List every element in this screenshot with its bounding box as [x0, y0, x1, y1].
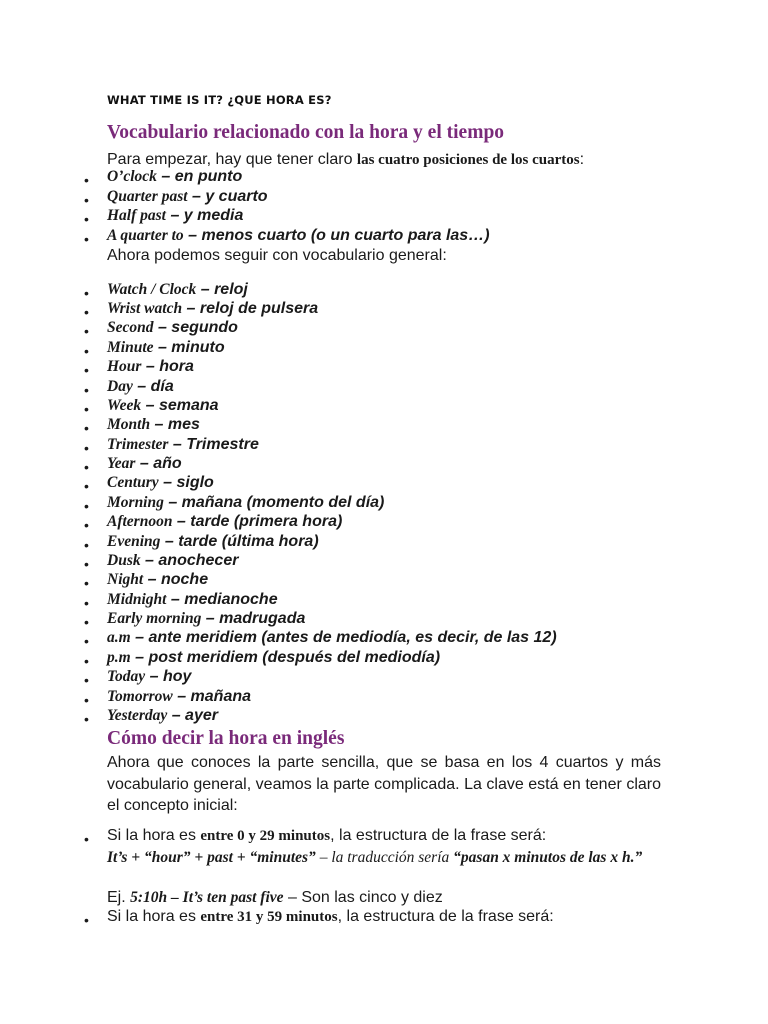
vocab-definition: – tarde (primera hora)	[172, 513, 343, 530]
vocab-term: Tomorrow	[107, 688, 173, 705]
bullet-icon: •	[84, 323, 89, 339]
vocab-term: Afternoon	[107, 513, 173, 530]
vocab-definition: – ante meridiem (antes de mediodía, es decir, de las 12)	[130, 629, 557, 646]
vocab-term: Today	[107, 668, 146, 685]
vocab-term: Watch / Clock	[107, 281, 197, 298]
vocab-definition: – reloj	[196, 281, 248, 298]
vocab-term: A quarter to	[107, 227, 184, 244]
bullet-icon: •	[84, 653, 89, 669]
vocab-term: Evening	[107, 533, 161, 550]
formula-line	[107, 848, 663, 867]
vocab-definition: – y media	[166, 207, 244, 224]
bullet-icon: •	[84, 831, 89, 847]
section-heading-how-to-tell-time: Cómo decir la hora en inglés	[107, 728, 345, 749]
general-intro: Ahora podemos seguir con vocabulario general:	[107, 247, 447, 264]
vocab-term: Early morning	[107, 610, 202, 627]
example-pre: Ej.	[107, 889, 131, 906]
vocab-term: Night	[107, 571, 144, 588]
vocab-term: a.m	[107, 629, 131, 646]
intro-bold: las cuatro posiciones de los cuartos	[356, 152, 580, 168]
vocab-definition: – madrugada	[201, 610, 306, 627]
vocab-definition: – Trimestre	[168, 436, 259, 453]
vocab-definition: – siglo	[158, 474, 214, 491]
vocab-term: Century	[107, 474, 159, 491]
explanation-paragraph: Ahora que conoces la parte sencilla, que se basa en los 4 cuartos y más vocabulario general, veamos la parte complicada. La clave está en tener claro el concepto inicial:	[107, 754, 661, 814]
example-post: – Son las cinco y diez	[283, 889, 443, 906]
formula-structure: It’s + “hour” + past + “minutes”	[107, 849, 316, 866]
intro-end: :	[579, 151, 585, 168]
rule-pre: Si la hora es	[107, 827, 201, 844]
vocab-term: Quarter past	[107, 188, 188, 205]
example-bold: 5:10h – It’s ten past five	[130, 889, 284, 906]
intro-text: Para empezar, hay que tener claro	[107, 151, 357, 168]
vocab-term: Minute	[107, 339, 154, 356]
vocab-definition: – tarde (última hora)	[160, 533, 319, 550]
vocab-definition: – en punto	[156, 168, 243, 185]
vocab-term: Hour	[107, 358, 142, 375]
bullet-icon: •	[84, 711, 89, 727]
vocab-term: O’clock	[107, 168, 157, 185]
document-title: WHAT TIME IS IT? ¿QUE HORA ES?	[107, 93, 332, 107]
bullet-icon: •	[84, 595, 89, 611]
vocab-definition: – mes	[150, 416, 200, 433]
bullet-icon: •	[84, 537, 89, 553]
bullet-icon: •	[84, 440, 89, 456]
vocab-definition: – medianoche	[166, 591, 278, 608]
bullet-icon: •	[84, 285, 89, 301]
bullet-icon: •	[84, 420, 89, 436]
bullet-icon: •	[84, 401, 89, 417]
bullet-icon: •	[84, 231, 89, 247]
bullet-icon: •	[84, 633, 89, 649]
bullet-icon: •	[84, 172, 89, 188]
vocab-term: Trimester	[107, 436, 169, 453]
bullet-icon: •	[84, 912, 89, 928]
vocab-definition: – año	[135, 455, 182, 472]
vocab-definition: – ayer	[167, 707, 218, 724]
vocab-definition: – post meridiem (después del mediodía)	[130, 649, 441, 666]
section-heading-vocabulary: Vocabulario relacionado con la hora y el tiempo	[107, 122, 505, 143]
vocab-definition: – hoy	[145, 668, 192, 685]
example-line	[107, 888, 443, 908]
formula-translation-intro: – la traducción sería	[315, 849, 454, 866]
vocab-definition: – segundo	[153, 319, 238, 336]
bullet-icon: •	[84, 575, 89, 591]
vocab-definition: – reloj de pulsera	[182, 300, 319, 317]
vocab-definition: – menos cuarto (o un cuarto para las…)	[183, 227, 490, 244]
rule-bold: entre 31 y 59 minutos	[200, 909, 338, 925]
vocab-definition: – semana	[141, 397, 219, 414]
vocab-term: Week	[107, 397, 142, 414]
vocab-term: Midnight	[107, 591, 167, 608]
bullet-icon: •	[84, 517, 89, 533]
rule-post: , la estructura de la frase será:	[330, 827, 547, 844]
bullet-icon: •	[84, 498, 89, 514]
vocab-definition: – y cuarto	[187, 188, 268, 205]
bullet-icon: •	[84, 343, 89, 359]
vocab-definition: – hora	[141, 358, 194, 375]
vocab-term: Wrist watch	[107, 300, 183, 317]
bullet-icon: •	[84, 478, 89, 494]
vocab-definition: – anochecer	[140, 552, 239, 569]
vocab-definition: – mañana (momento del día)	[163, 494, 385, 511]
vocab-term: Month	[107, 416, 151, 433]
bullet-icon: •	[84, 304, 89, 320]
vocab-term: p.m	[107, 649, 131, 666]
bullet-icon: •	[84, 211, 89, 227]
bullet-icon: •	[84, 192, 89, 208]
bullet-icon: •	[84, 382, 89, 398]
bullet-icon: •	[84, 556, 89, 572]
vocab-term: Yesterday	[107, 707, 168, 724]
vocab-definition: – mañana	[172, 688, 252, 705]
vocab-term: Dusk	[107, 552, 141, 569]
rule-bold: entre 0 y 29 minutos	[200, 828, 331, 844]
bullet-icon: •	[84, 692, 89, 708]
vocab-term: Day	[107, 378, 133, 395]
bullet-icon: •	[84, 459, 89, 475]
vocab-definition: – noche	[143, 571, 209, 588]
vocab-definition: – día	[132, 378, 174, 395]
formula-translation: “pasan x minutos de las x h.”	[453, 849, 643, 866]
bullet-icon: •	[84, 672, 89, 688]
vocab-term: Year	[107, 455, 136, 472]
vocab-term: Second	[107, 319, 154, 336]
bullet-icon: •	[84, 362, 89, 378]
vocab-term: Half past	[107, 207, 166, 224]
rule-pre: Si la hora es	[107, 908, 201, 925]
bullet-icon: •	[84, 614, 89, 630]
rule-post: , la estructura de la frase será:	[337, 908, 554, 925]
vocab-term: Morning	[107, 494, 164, 511]
vocab-definition: – minuto	[153, 339, 225, 356]
